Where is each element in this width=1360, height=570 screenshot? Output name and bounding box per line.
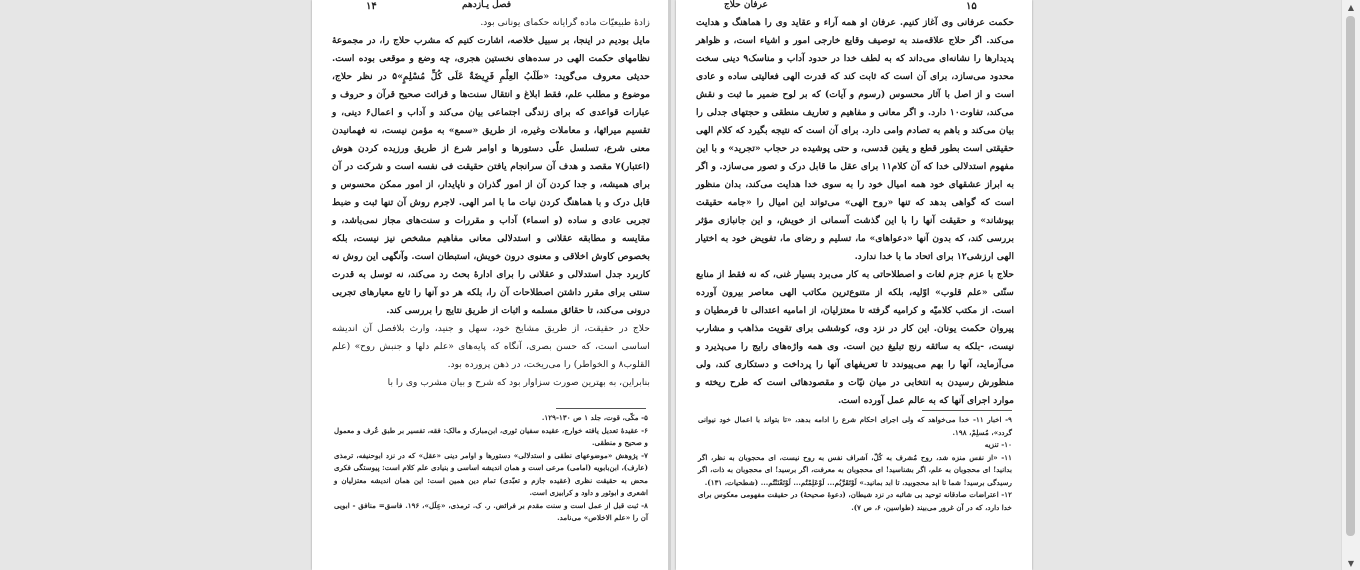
vertical-scrollbar[interactable] bbox=[1341, 0, 1360, 570]
footnote: ۹- اخبار ۱۱- خدا می‌خواهد که ولی اجرای احکام شرع را ادامه بدهد، «تا بتواند با اعمال خود نیوانی گردد»، مُسلِمْ، ۱۹۸. bbox=[698, 415, 1012, 437]
page-number: ۱۴ bbox=[366, 1, 377, 12]
page-header bbox=[312, 1, 668, 15]
paragraph: مایل بودیم در اینجا، بر سبیل خلاصه، اشارت کنیم که مشرب حلاج را، در مجموعۀ نظامهای حکمت الهی در سده‌های نخستین هجری، چه وضع و موقعی بوده است. حدیثی معروف می‌گوید: «طَلَبُ العِلْمِ فَرِیضَةٌ عَلَی کُلِّ مُسْلِمٍ»۵ در نظر حلاج، موضوع و مطلب علم، فقط ابلاغ و انتقال سنت‌ها و قرائت صحیح قرآن و حروف و عبارات قواعدی که برای زندگی اجتماعی بیان می‌کند و آداب و اعمال۶ دینی، و تقسیم میراثها، و معاملات وغیره، از طریق «سمع» به مؤمن نیست، نه فهمانیدن معنی شرع، تسلسل علّی دستورها و اوامر شرع از طریق ورزیده کردن هوش (اعتبار)۷ مقصد و هدف آن سرانجام یافتن حقیقت فی نفسه است و شرکت در آن برای همیشه، و جدا کردن آن از امور گذران و ناپایدار، از امور ممکن محسوس و قابل درک و با هماهنگ کردن نیات ما با امر الهی. لاجرم روش آن تنها ثبت و ضبط تجربی عادی و ساده (و اسماء) آداب و مقررات و سنت‌های مجاز نمی‌باشد، و مقایسه و مطابقه عقلانی و استدلالی معانی مفاهیم مشخص نیز نیست، بلکه بخصوص کاوش اخلاقی و معنوی درون خویش، استبطان است. وآنگهی این روش نه کاربرد جدل استدلالی و عقلانی را برای ادارۀ بحث رد می‌کند، نه توسل به قدرت سنتی برای مقرر داشتن اصطلاحات آن را، بلکه هر دو آنها را تابع معیارهای تجربی درونی می‌کند، تا حقائق مسلمه و اثبات از طریق نتایج را بررسی کند. bbox=[332, 35, 650, 316]
footnotes bbox=[334, 412, 648, 540]
body-text bbox=[696, 14, 1014, 406]
paragraph: زادۀ طبیعیّات ماده گرایانه حکمای یونانی بود. bbox=[480, 17, 650, 28]
footnote: ۷- پژوهش «موضوعهای نطقی و استدلالی» دستورها و اوامر دینی «عقل» که در نزد ابوحنیفه، ترمذی (عارف)، ابن‌بابویه (امامی) مرعی است و همان اندیشه اساسی و بنیادی علم کلام است: پیوستگی فکری محض به حقیقت نظری (عقیده جازم و تعبّدی) تمام دین همین است: این همان اندیشه معتزلیان و اشعری و ابوثور و داود و کرابیزی است. bbox=[334, 450, 648, 497]
body-text bbox=[332, 14, 650, 400]
footnotes bbox=[698, 414, 1012, 544]
footnote: ۱۲- اعتراضات صادقانه توحید بی شائبه در نزد شیطان، (دعوۀ صحیحۀ) در حقیقت مفهومی معکوس برای خدا دارد، که در آن غرور می‌بیند (طواسین، ۶، ص ۷). bbox=[698, 490, 1012, 512]
footnote: ۶- عقیدۀ تعدیل یافته خوارج، عقیده سفیان ثوری، ابن‌مبارک و مالک: فقه، تفسیر بر طبق عُرف و معمول و صحیح و منطقی. bbox=[334, 425, 648, 447]
page-15 bbox=[676, 0, 1032, 570]
footnote-rule bbox=[922, 410, 1012, 411]
running-title: عرفان حلاج bbox=[724, 0, 768, 10]
paragraph: حلاج با عزم جزم لغات و اصطلاحاتی به کار می‌برد بسیار غنی، که نه فقط از منابع سنّتی «علم قلوب» اوّلیه، بلکه از متنوع‌ترین مکاتب الهی معاصر بیرون آورده است. از مکتب کلامیّه و کرامیه گرفته تا معتزلیان، از امامیه اعتدالی تا قرمطیان و پیروان حکمت یونان. این کار در نزد وی، کوششی برای تقویت مذاهب و مشارب نیست، -بلکه به سائقه رنج تبلیغ دین است. وی همه واژه‌های رایج را می‌پذیرد و می‌آزماید، آنها را بهم می‌پیوندد تا تعریفهای آنها را پرداخت و دستکاری کند، ولی منظورش رسیدن به انتخابی در میان نیّات و مقصودهائی است که طرح ریخته و موارد اجرای آنها که به عالم عمل آورده است. bbox=[696, 269, 1014, 406]
scroll-thumb[interactable] bbox=[1346, 16, 1355, 536]
footnote: ۱۱- «از نفس منزه شد، روح مُشرف به کُلّ، اَشراف نفس به روح نیست، ای محجوبان به نظر، اگر بدانید! ای محجوبان به علم، اگر بشناسید! ای محجوبان به معرفت، اگر برسید! ای محجوبان به ذات، اگر رسیدگی برسید! شما تا ابد محجوبید، تا ابد بمانید.» لَوْتَقَرَّبُم... لَوْعَلِمْتُم... لَوْتَعْنَنْتُم... (شطحیات، ۱۳۱). bbox=[698, 452, 1012, 487]
page-gutter bbox=[668, 0, 671, 570]
footnote-rule bbox=[556, 408, 646, 409]
scroll-down-arrow-icon[interactable]: ▼ bbox=[1347, 558, 1355, 568]
page-header bbox=[676, 1, 1032, 15]
footnote: ۸- ثبت قبل از عمل است و سنت مقدم بر فرائض. ر. ک. ترمذی، «عِلَل»، ۱۹۶. فاسق= منافق - ابویی آن را «علم الاخلاص» می‌نامد. bbox=[334, 500, 649, 522]
running-title: فصل یـازدهم bbox=[462, 0, 512, 10]
paragraph: حلاج در حقیقت، از طریق مشایخ خود، سهل و جنید، وارث بلافصل آن اندیشه اساسی است، که حسن بصری، آنگاه که پایه‌های «علم دلها و جنبش روح» (علم القلوب۸ و الخواطر) را می‌ریخت، در ذهن پرورده بود. bbox=[332, 323, 650, 370]
paragraph: حکمت عرفانی وی آغاز کنیم. عرفان او همه آراء و عقاید وی را هماهنگ و هدایت می‌کند. اگر حلاج علاقه‌مند به توصیف وقایع خارجی امور و اشیاء است، و ظواهر پدیدارها را نشانه‌ای می‌داند که به لطف خدا در حدود آداب و مناسک۹ دینی سخت محدود می‌سازد، برای آن است که ثابت کند که قدرت الهی فعالیتی ساده و عادی است و از اصل با آثار محسوس (رسوم و آیات) که بر لوح ضمیر ما ثبت و نقش می‌کند، تفاوت۱۰ دارد. و اگر معانی و مفاهیم و تعاریف منطقی و حجتهای جدلی را بیان می‌کند و باهم به تصادم وامی دارد. برای آن است که نتیجه بگیرد که کلام الهی حقیقتی است بطور قطع و یقین قدسی، و حتی پوشیده در حجاب «تجرید» و با این مفهوم استدلالی خدا که آن کلام۱۱ برای عقل ما قابل درک و تصور می‌سازد. و اگر به ابراز عشقهای خود همه امیال خود را به سوی خدا هدایت می‌کند، بدان منظور است که گواهی بدهد که تنها «روح الهی» می‌تواند این امیال را «جامه حقیقت بپوشاند» و حقیقت آنها را با این گذشت آسمانی از خویش، و این جانبازی مؤثر بررسی کند، که بدون آنها «دعواهای» ما، تسلیم و رضای ما، تفویض خود به اختیار الهی ارزشی۱۲ برای اتحاد ما با خدا ندارد. bbox=[696, 17, 1014, 262]
footnote: ۱۰- تنزیه bbox=[984, 440, 1012, 449]
footnote: ۵- مکّی، قوت، جلد ۱ ص ۱۳۰-۱۲۹. bbox=[541, 413, 648, 422]
page-14 bbox=[312, 0, 668, 570]
paragraph: بنابراین، به بهترین صورت سزاوار بود که شرح و بیان مشرب وی را با bbox=[387, 377, 650, 388]
scroll-up-arrow-icon[interactable]: ▲ bbox=[1347, 2, 1355, 12]
page-number: ۱۵ bbox=[966, 1, 977, 12]
